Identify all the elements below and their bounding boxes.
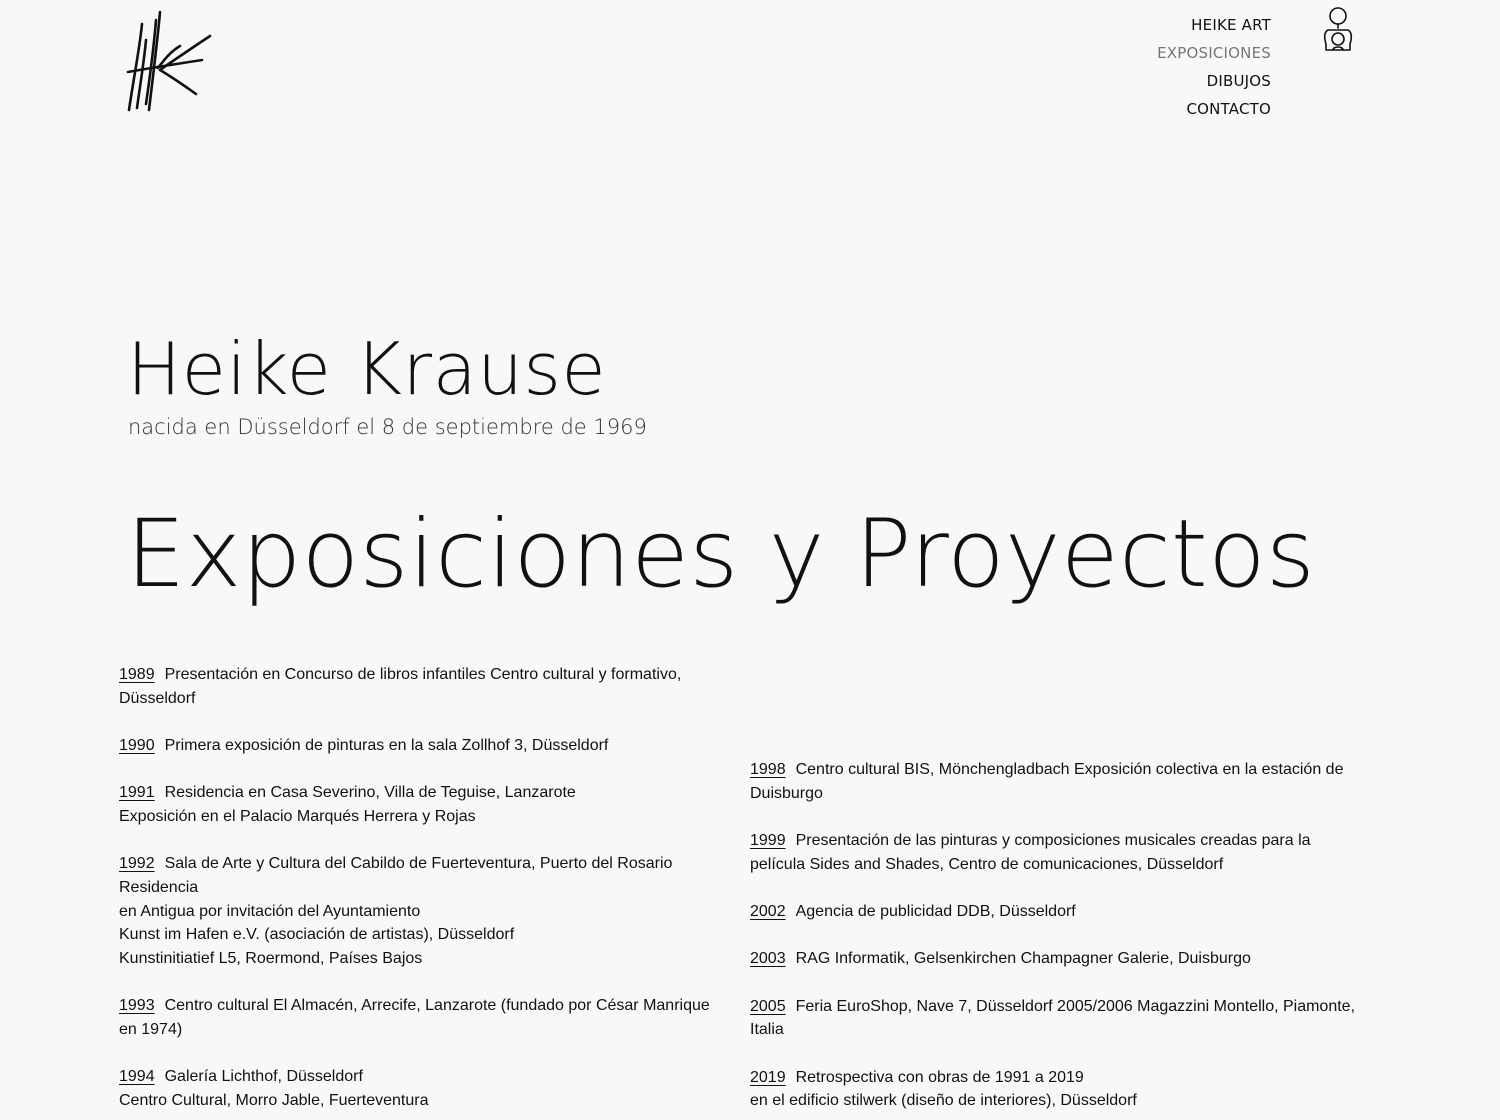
timeline-year-link[interactable]: 1994 xyxy=(119,1068,155,1086)
timeline-entry-line: Kunstinitiatief L5, Roermond, Países Bajos xyxy=(119,950,423,968)
main-nav xyxy=(1157,11,1271,123)
timeline-entry-text: Agencia de publicidad DDB, Düsseldorf xyxy=(795,903,1076,920)
timeline-entry xyxy=(750,1066,1360,1113)
timeline-entry xyxy=(750,947,1360,971)
timeline-entry-line: Centro Cultural, Morro Jable, Fuerteventura xyxy=(119,1092,429,1110)
nav-item-heike-art[interactable]: HEIKE ART xyxy=(1191,16,1271,34)
timeline-entry xyxy=(750,900,1360,924)
timeline-entry-text: Presentación de las pinturas y composiciones musicales creadas para la xyxy=(795,832,1311,849)
nav-item-contacto[interactable]: CONTACTO xyxy=(1186,100,1271,118)
timeline-entry-line: en el edificio stilwerk (diseño de interiores), Düsseldorf xyxy=(750,1092,1137,1110)
timeline-year-link[interactable]: 2005 xyxy=(750,997,786,1015)
timeline-entry-line: Kunst im Hafen e.V. (asociación de artistas), Düsseldorf xyxy=(119,926,515,944)
timeline-entry-text: Centro cultural El Almacén, Arrecife, Lanzarote (fundado por César Manrique xyxy=(164,997,710,1015)
timeline-column-left xyxy=(119,663,729,1120)
timeline-year-link[interactable]: 2002 xyxy=(750,903,786,920)
timeline-entry-text: Retrospectiva con obras de 1991 a 2019 xyxy=(795,1068,1084,1086)
timeline-entry-text: Residencia en Casa Severino, Villa de Teguise, Lanzarote xyxy=(164,784,576,802)
nav-item-exposiciones[interactable]: EXPOSICIONES xyxy=(1157,44,1271,62)
nav-item-dibujos[interactable]: DIBUJOS xyxy=(1206,72,1271,90)
timeline-entry xyxy=(750,829,1360,876)
timeline-year-link[interactable]: 2019 xyxy=(750,1068,786,1086)
timeline-year-link[interactable]: 1989 xyxy=(119,666,155,683)
timeline-year-link[interactable]: 1998 xyxy=(750,761,786,778)
timeline-year-link[interactable]: 2003 xyxy=(750,950,786,968)
person-avatar-icon[interactable] xyxy=(1320,6,1356,54)
timeline-entry xyxy=(119,1065,729,1112)
timeline-entry xyxy=(119,852,729,971)
timeline-year-link[interactable]: 1993 xyxy=(119,997,155,1015)
section-title: Exposiciones y Proyectos xyxy=(126,500,1316,609)
timeline-entry-text: Centro cultural BIS, Mönchengladbach Exposición colectiva en la estación de xyxy=(795,761,1344,778)
timeline-entry-text: Primera exposición de pinturas en la sala Zollhof 3, Düsseldorf xyxy=(164,737,609,754)
artist-name: Heike Krause xyxy=(127,327,607,411)
timeline-entry-line: en Antigua por invitación del Ayuntamiento xyxy=(119,902,421,920)
timeline-entry-text: Sala de Arte y Cultura del Cabildo de Fuerteventura, Puerto del Rosario xyxy=(164,855,673,873)
timeline-entry-line: Residencia xyxy=(119,879,199,896)
timeline-entry-line: Düsseldorf xyxy=(119,689,196,707)
timeline-entry xyxy=(119,781,729,828)
timeline-entry xyxy=(119,734,729,758)
timeline-entry xyxy=(119,663,729,710)
timeline-year-link[interactable]: 1999 xyxy=(750,832,786,849)
timeline-entry xyxy=(119,994,729,1041)
timeline-entry xyxy=(750,758,1360,805)
timeline-year-link[interactable]: 1992 xyxy=(119,855,155,873)
hk-signature-logo[interactable] xyxy=(120,6,220,116)
timeline-entry-text: Feria EuroShop, Nave 7, Düsseldorf 2005/2006 Magazzini Montello, Piamonte, xyxy=(795,997,1356,1015)
timeline-entry-text: Presentación en Concurso de libros infantiles Centro cultural y formativo, xyxy=(164,666,682,683)
timeline-entry-line: en 1974) xyxy=(119,1021,183,1039)
timeline-entry-line: Duisburgo xyxy=(750,784,823,802)
timeline-entry-line: Exposición en el Palacio Marqués Herrera y Rojas xyxy=(119,808,476,825)
timeline-column-right xyxy=(750,758,1360,1120)
timeline-entry xyxy=(750,995,1360,1042)
timeline-year-link[interactable]: 1991 xyxy=(119,784,155,802)
timeline-entry-line: Italia xyxy=(750,1021,784,1039)
artist-birth-info: nacida en Düsseldorf el 8 de septiembre de 1969 xyxy=(128,415,647,439)
timeline-entry-line: película Sides and Shades, Centro de comunicaciones, Düsseldorf xyxy=(750,855,1224,873)
timeline-entry-text: Galería Lichthof, Düsseldorf xyxy=(164,1068,363,1086)
timeline-entry-text: RAG Informatik, Gelsenkirchen Champagner Galerie, Duisburgo xyxy=(795,950,1251,968)
timeline-year-link[interactable]: 1990 xyxy=(119,737,155,754)
